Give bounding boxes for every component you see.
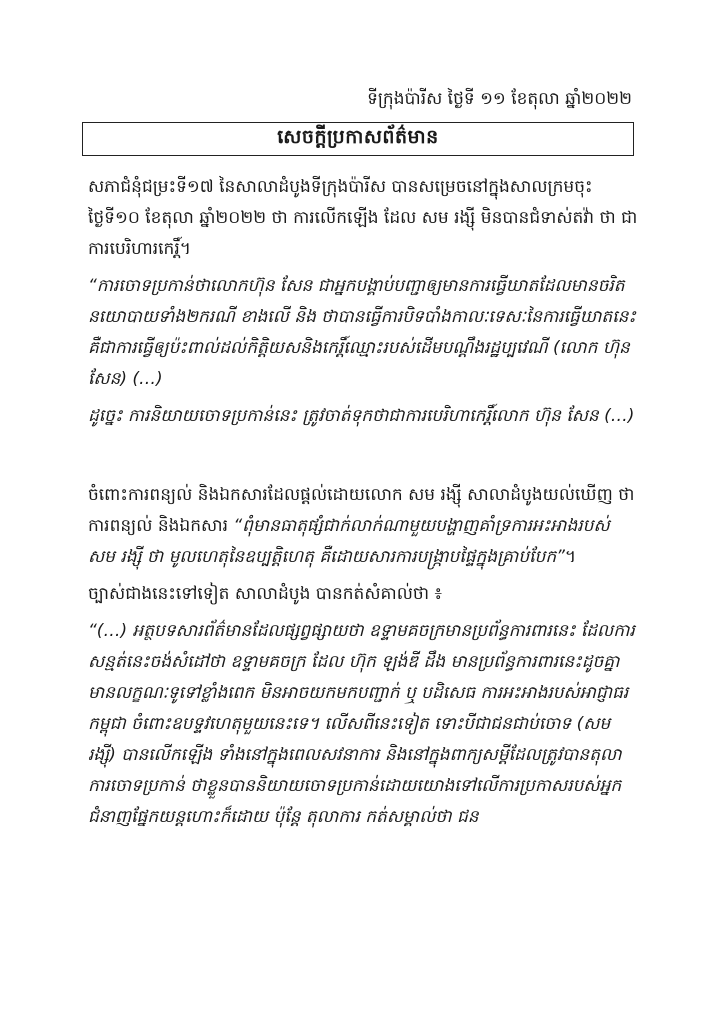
explanation-end: ។ [564,547,577,567]
paragraph-explanation [88,480,640,573]
quote-accusation: “ការចោទប្រកាន់ថាលោកហ៊ុន សែន ជាអ្នកបង្គាប់បញ្ជាឲ្យមានការធ្វើឃាតដែលមានចរិតនយោបាយទាំង២ករណី ខាងលើ និង ថាបានធ្វើការបិទបាំងកាលៈទេសៈនៃការធ្វើឃាតនេះ គឺជាការធ្វើឲ្យប៉ះពាល់ដល់កិត្តិយសនិងកេរ្តិ៍ឈ្មោះរបស់ដើមបណ្ដឹងរដ្ឋប្បវេណី (លោក ហ៊ុន សែន) (…) [88,276,636,389]
quote-conclusion: ដូច្នេះ ការនិយាយចោទប្រកាន់នេះ ត្រូវចាត់ទុកថាជាការបេរិហាកេរ្តិ៍លោក ហ៊ុន សែន (…) [88,406,635,426]
dateline: ទីក្រុងប៉ារីស ថ្ងៃទី ១១ ខែតុលា ឆ្នាំ២០២២ [367,89,632,109]
page-title: សេចក្ដីប្រកាសព័ត៌មាន [277,126,439,148]
explanation-quote: “ពុំមានធាតុផ្សំជាក់លាក់ណាមួយបង្ហាញគាំទ្រការអះអាងរបស់ សម រង្ស៊ី ថា មូលហេតុនៃឧប្បត្តិហេតុ គឺដោយសារការបង្ក្រាបផ្ទៃក្នុងគ្រាប់បែក” [88,516,610,567]
paragraph-intro: សភាជំនុំជម្រះទី១៧ នៃសាលាដំបូងទីក្រុងប៉ារីស បានសម្រេចនៅក្នុងសាលក្រមចុះថ្ងៃទី១០ ខែតុលា ឆ្នាំ២០២២ ថា ការលើកឡើង ដែល សម រង្ស៊ី មិនបានជំទាស់តវ៉ា ថា ជាការបេរិហារកេរ្តិ៍។ [88,177,638,259]
title-box [82,122,634,156]
document-body [88,172,640,833]
paragraph-court-note: ច្បាស់ជាងនេះទៅទៀត សាលាដំបូង បានកត់សំគាល់ថា ៖ [88,584,442,604]
explanation-lead: ចំពោះការពន្យល់ និងឯកសារដែលផ្ដល់ដោយលោក សម រង្ស៊ី សាលាដំបូងយល់ឃើញ ថា ការពន្យល់ និងឯកសារ [88,485,635,536]
quote-court-finding: “(…) អត្ថបទសារព័ត៌មានដែលផ្សព្វផ្សាយថា ឧទ្ទាមគចក្រមានប្រព័ន្ធការពារនេះ ដែលការសន្មត់នេះចង់សំដៅថា ឧទ្ទាមគចក្រ ដែល ហ៊ុក ឡង់ឌី ដឹង មានប្រព័ន្ធការពារនេះដូចគ្នា មានលក្ខណៈទូទៅខ្លាំងពេក មិនអាចយកមកបញ្ជាក់ ឬ បដិសេធ ការអះអាងរបស់អាជ្ញាធរកម្ពុជា ចំពោះឧបទ្ទវហេតុមួយនេះទេ។ លើសពីនេះទៀត ទោះបីជាជនជាប់ចោទ (សម រង្ស៊ី) បានលើកឡើង ទាំងនៅក្នុងពេលសវនាការ និងនៅក្នុងពាក្យសម្ដីដែលត្រូវបានតុលាការចោទប្រកាន់ ថាខ្លួនបាននិយាយចោទប្រកាន់ដោយយោងទៅលើការប្រកាសរបស់អ្នកជំនាញផ្នែកយន្តហោះក៏ដោយ ប៉ុន្តែ តុលាការ កត់សម្គាល់ថា ជន [88,621,635,827]
